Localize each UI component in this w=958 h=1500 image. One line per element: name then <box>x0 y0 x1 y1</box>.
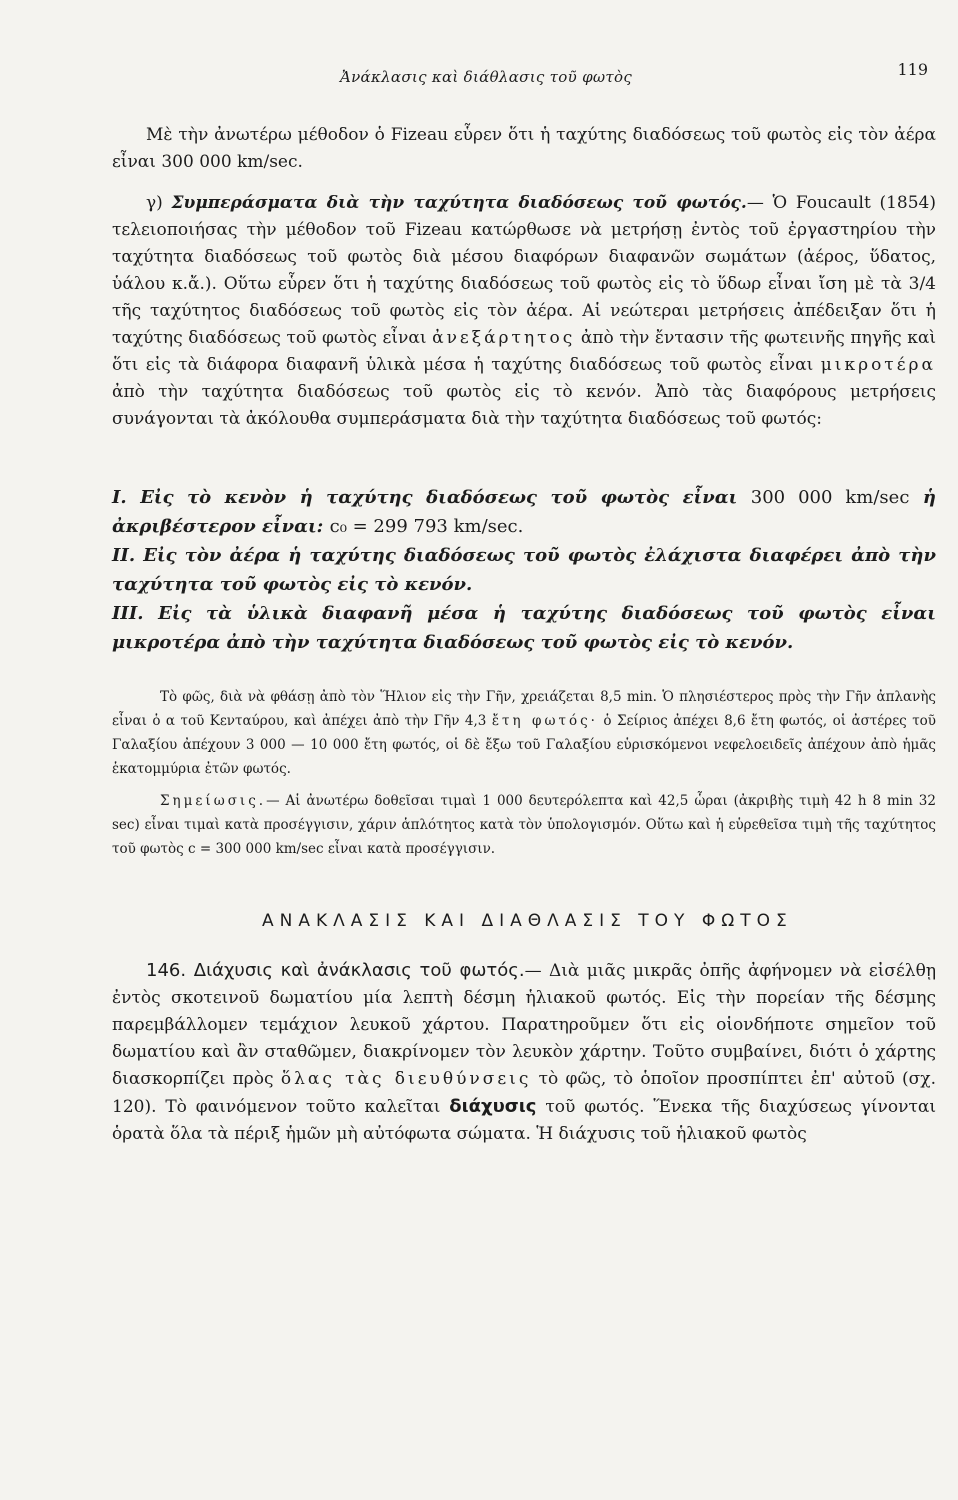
paragraph-fizeau: Μὲ τὴν ἀνωτέρω μέθοδον ὁ Fizeau εὗρεν ὅτι ἡ ταχύτης διαδόσεως τοῦ φωτὸς εἰς τὸν ἀέρα εἶναι 300 000 km/sec. <box>112 125 936 172</box>
spaced-emphasis: ἔτη φωτός· <box>491 713 598 729</box>
page-number: 119 <box>897 60 928 79</box>
subsection-heading: Συμπεράσματα διὰ τὴν ταχύτητα διαδόσεως τοῦ φωτός. <box>171 193 747 213</box>
conclusion-3 <box>112 599 936 657</box>
text-span: — Αἱ ἀνωτέρω δοθεῖσαι τιμαὶ 1 000 δευτερόλεπτα καὶ 42,5 ὧραι (ἀκριβὴς τιμὴ 42 h 8 min 32 sec) εἶναι τιμαὶ κατὰ προσέγγισιν, χάριν ἁπλότητος κατὰ τὸν ὑπολογισμόν. Οὕτω καὶ ἡ εὑρεθεῖσα τιμὴ τῆς ταχύτητος τοῦ φωτὸς c = 300 000 km/sec εἶναι κατὰ προσέγγισιν. <box>112 793 936 857</box>
speed-value: 300 000 km/sec <box>750 487 910 508</box>
text-span: τοῦ φωτός. Ἕνεκα τῆς διαχύσεως γίνονται ὁρατὰ ὅλα τὰ πέριξ ἡμῶν μὴ αὐτόφωτα σώματα. Ἡ διάχυσις τοῦ ἡλιακοῦ φωτὸς <box>112 1097 937 1144</box>
text-span: ὁ Σείριος ἀπέχει 8,6 ἔτη φωτός, οἱ ἀστέρες τοῦ Γαλαξίου ἀπέχουν 3 000 — 10 000 ἔτη φωτός, οἱ δὲ ἔξω τοῦ Γαλαξίου εὑρισκόμενοι νεφελοειδεῖς ἀπέχουν ἀπὸ ἡμᾶς ἑκατομμύρια ἐτῶν φωτός. <box>112 713 936 777</box>
conclusion-text: Εἰς τὸν ἀέρα ἡ ταχύτης διαδόσεως τοῦ φωτὸς ἐλάχιστα διαφέρει ἀπὸ τὴν ταχύτητα τοῦ φωτὸς εἰς τὸ κενόν. <box>112 545 936 595</box>
conclusion-2 <box>112 541 936 599</box>
conclusion-text: ἡ ἀκριβέστερον εἶναι: <box>112 487 936 537</box>
note-remark <box>112 789 936 861</box>
text-span: τὸ φῶς, τὸ ὁποῖον προσπίπτει ἐπ' αὐτοῦ (σχ. 120). Τὸ φαινόμενον τοῦτο καλεῖται <box>112 1069 936 1117</box>
text-span: Τὸ φῶς, διὰ νὰ φθάσῃ ἀπὸ τὸν Ἥλιον εἰς τὴν Γῆν, χρειάζεται 8,5 min. Ὁ πλησιέστερος πρὸς τὴν Γῆν ἀπλανὴς εἶναι ὁ α τοῦ Κενταύρου, καὶ ἀπέχει ἀπὸ τὴν Γῆν 4,3 <box>112 689 936 729</box>
conclusion-label: II. <box>112 545 136 566</box>
conclusion-label: I. <box>112 487 127 508</box>
conclusion-1 <box>112 483 936 541</box>
running-title: Ἀνάκλασις καὶ διάθλασις τοῦ φωτὸς <box>340 68 633 86</box>
spaced-emphasis: μικροτέρα <box>820 355 936 375</box>
article-heading: 146. Διάχυσις καὶ ἀνάκλασις τοῦ φωτός. <box>146 960 525 981</box>
note-light-distances <box>112 685 936 781</box>
text-span: — Διὰ μιᾶς μικρᾶς ὀπῆς ἀφήνομεν νὰ εἰσέλθῃ ἐντὸς σκοτεινοῦ δωματίου μία λεπτὴ δέσμη ἡλιακοῦ φωτός. Εἰς τὴν πορείαν τῆς δέσμης παρεμβάλλομεν τεμάχιον λευκοῦ χάρτου. Παρατηροῦμεν ὅτι εἰς οἱονδήποτε σημεῖον τοῦ δωματίου καὶ ἂν σταθῶμεν, διακρίνομεν τὸν λευκὸν χάρτην. Τοῦτο συμβαίνει, διότι ὁ χάρτης διασκορπίζει πρὸς <box>112 961 937 1089</box>
conclusion-text: Εἰς τὰ ὑλικὰ διαφανῆ μέσα ἡ ταχύτης διαδόσεως τοῦ φωτὸς εἶναι μικροτέρα ἀπὸ τὴν ταχύτητα διαδόσεως τοῦ φωτὸς εἰς τὸ κενόν. <box>112 603 936 653</box>
text-span: ἀπὸ τὴν ταχύτητα διαδόσεως τοῦ φωτὸς εἰς τὸ κενόν. Ἀπὸ τὰς διαφόρους μετρήσεις συνάγονται τὰ ἀκόλουθα συμπεράσματα διὰ τὴν ταχύτητα διαδόσεως τοῦ φωτός: <box>112 382 936 429</box>
text-span: — Ὁ Foucault (1854) τελειοποιήσας τὴν μέθοδον τοῦ Fizeau κατώρθωσε νὰ μετρήσῃ ἐντὸς τοῦ ἐργαστηρίου τὴν ταχύτητα διαδόσεως τοῦ φωτὸς διὰ μέσου διαφόρων διαφανῶν σωμάτων (ἀέρος, ὕδατος, ὑάλου κ.ἄ.). Οὕτω εὗρεν ὅτι ἡ ταχύτης διαδόσεως τοῦ φωτὸς εἰς τὸ ὕδωρ εἶναι ἴση μὲ τὰ 3/4 τῆς ταχύτητος διαδόσεως τοῦ φωτὸς εἰς τὸν ἀέρα. Αἱ νεώτεραι μετρήσεις ἀπέδειξαν ὅτι ἡ ταχύτης διαδόσεως τοῦ φωτὸς εἶναι <box>112 193 937 348</box>
remark-label: Σημείωσις. <box>160 793 267 809</box>
subsection-label: γ) <box>146 193 163 213</box>
spaced-emphasis: ὅλας τὰς διευθύνσεις <box>280 1069 532 1089</box>
text-span: ἀπὸ τὴν ἔντασιν τῆς φωτεινῆς πηγῆς καὶ ὅτι εἰς τὰ διάφορα διαφανῆ ὑλικὰ μέσα ἡ ταχύτης διαδόσεως τοῦ φωτὸς εἶναι <box>112 328 936 375</box>
conclusions-list <box>112 483 936 657</box>
paragraph-diffusion <box>112 957 936 1148</box>
conclusion-label: III. <box>112 603 144 624</box>
speed-value-precise: c₀ = 299 793 km/sec. <box>329 516 524 537</box>
spaced-emphasis: ἀνεξάρτητος <box>432 328 576 348</box>
page-body <box>112 122 936 1148</box>
small-print-notes <box>112 685 936 861</box>
bold-term: διάχυσις <box>449 1096 537 1117</box>
conclusion-text: Εἰς τὸ κενὸν ἡ ταχύτης διαδόσεως τοῦ φωτὸς εἶναι <box>140 487 738 508</box>
section-title: ΑΝΑΚΛΑΣΙΣ ΚΑΙ ΔΙΑΘΛΑΣΙΣ ΤΟΥ ΦΩΤΟΣ <box>262 911 793 931</box>
paragraph-conclusions-intro <box>112 190 936 433</box>
